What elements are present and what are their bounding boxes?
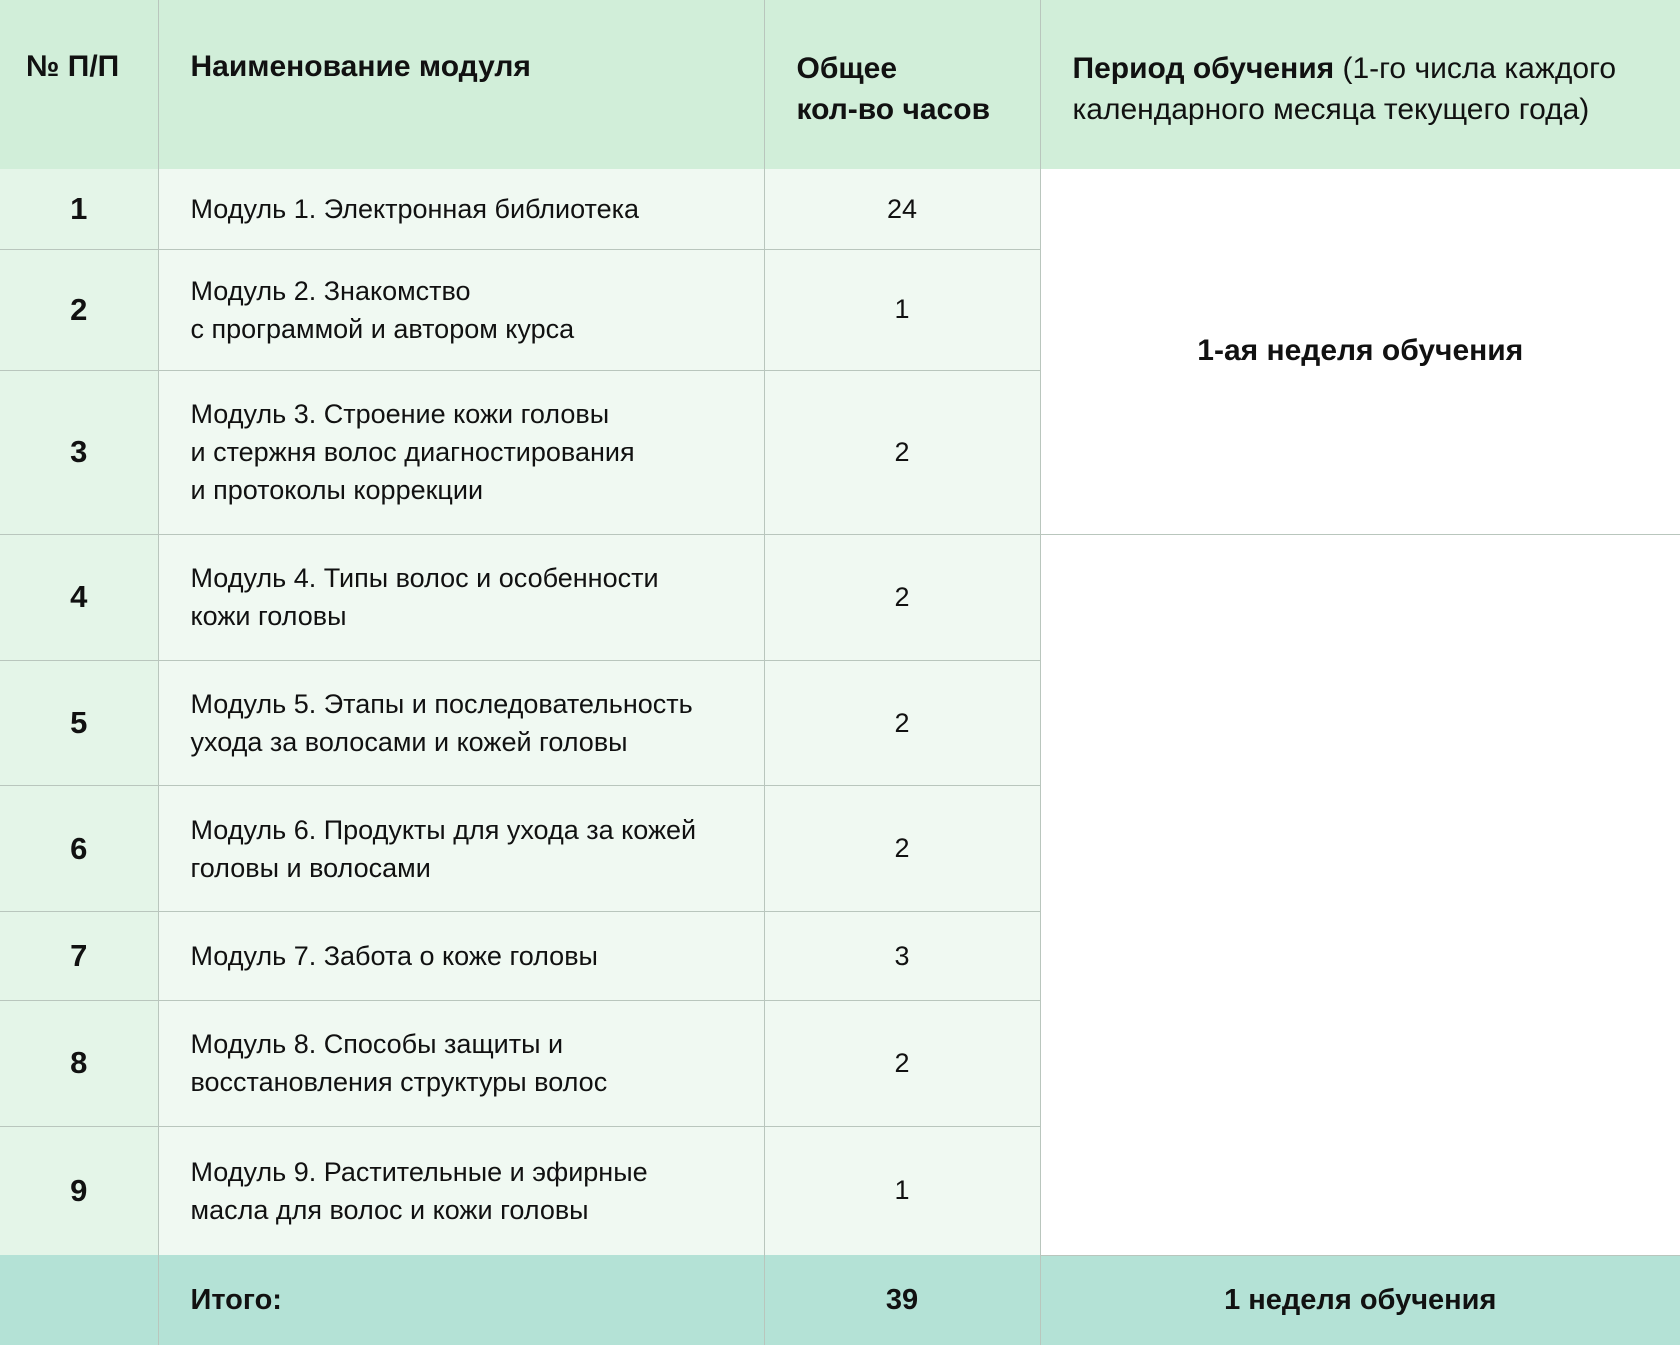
row-num: 9 xyxy=(0,1126,158,1255)
row-module-name-line: восстановления структуры волос xyxy=(190,1067,608,1098)
header-period-note: (1-го числа каждого календарного месяца текущего года) xyxy=(1072,52,1617,126)
row-module-name-line: масла для волос и кожи головы xyxy=(190,1194,589,1225)
row-num: 2 xyxy=(0,250,158,371)
total-num xyxy=(0,1255,158,1345)
header-hours-line1: Общее xyxy=(796,52,898,85)
row-module-name-line: Модуль 9. Растительные и эфирные xyxy=(190,1156,648,1187)
row-module-name-line: с программой и автором курса xyxy=(190,313,575,344)
row-num: 1 xyxy=(0,169,158,250)
row-module-name-line: и протоколы коррекции xyxy=(190,475,484,506)
row-module-name-line: Модуль 4. Типы волос и особенности xyxy=(190,563,659,594)
row-num: 8 xyxy=(0,1000,158,1126)
row-module-name-line: Модуль 8. Способы защиты и xyxy=(190,1029,564,1060)
header-num: № П/П xyxy=(0,0,158,169)
header-hours xyxy=(764,0,1040,169)
row-module-name xyxy=(158,250,764,371)
row-module-name xyxy=(158,534,764,660)
row-num: 5 xyxy=(0,660,158,786)
row-module-name-line: Модуль 3. Строение кожи головы xyxy=(190,399,610,430)
row-module-name-line: и стержня волос диагностирования xyxy=(190,437,635,468)
row-module-name xyxy=(158,370,764,534)
row-hours: 2 xyxy=(764,534,1040,660)
row-module-name xyxy=(158,786,764,912)
row-module-name-line: Модуль 6. Продукты для ухода за кожей xyxy=(190,814,697,845)
row-module-name-line: головы и волосами xyxy=(190,852,431,883)
header-period-bold: Период обучения xyxy=(1072,52,1335,85)
total-period: 1 неделя обучения xyxy=(1040,1255,1680,1345)
row-module-name-line: Модуль 7. Забота о коже головы xyxy=(190,941,598,971)
total-label: Итого: xyxy=(158,1255,764,1345)
row-module-name xyxy=(158,169,764,250)
row-hours: 2 xyxy=(764,1000,1040,1126)
row-hours: 2 xyxy=(764,660,1040,786)
row-hours: 2 xyxy=(764,786,1040,912)
row-module-name xyxy=(158,912,764,1001)
row-num: 4 xyxy=(0,534,158,660)
row-module-name xyxy=(158,1126,764,1255)
header-row xyxy=(0,0,1680,169)
row-hours: 1 xyxy=(764,250,1040,371)
row-hours: 3 xyxy=(764,912,1040,1001)
row-hours: 2 xyxy=(764,370,1040,534)
row-num: 7 xyxy=(0,912,158,1001)
total-hours: 39 xyxy=(764,1255,1040,1345)
table-row xyxy=(0,169,1680,250)
header-module-name: Наименование модуля xyxy=(158,0,764,169)
row-module-name-line: Модуль 5. Этапы и последовательность xyxy=(190,689,693,720)
row-num: 6 xyxy=(0,786,158,912)
header-hours-line2: кол-во часов xyxy=(796,93,991,126)
period-week-1: 1-ая неделя обучения xyxy=(1040,169,1680,534)
row-hours: 24 xyxy=(764,169,1040,250)
period-empty-cell xyxy=(1040,534,1680,1255)
table-row xyxy=(0,534,1680,660)
row-module-name-line: Модуль 1. Электронная библиотека xyxy=(190,194,640,224)
total-row xyxy=(0,1255,1680,1345)
row-module-name xyxy=(158,1000,764,1126)
row-module-name xyxy=(158,660,764,786)
row-module-name-line: Модуль 2. Знакомство xyxy=(190,275,471,306)
row-hours: 1 xyxy=(764,1126,1040,1255)
row-module-name-line: кожи головы xyxy=(190,601,347,632)
header-period xyxy=(1040,0,1680,169)
row-module-name-line: ухода за волосами и кожей головы xyxy=(190,727,628,758)
row-num: 3 xyxy=(0,370,158,534)
